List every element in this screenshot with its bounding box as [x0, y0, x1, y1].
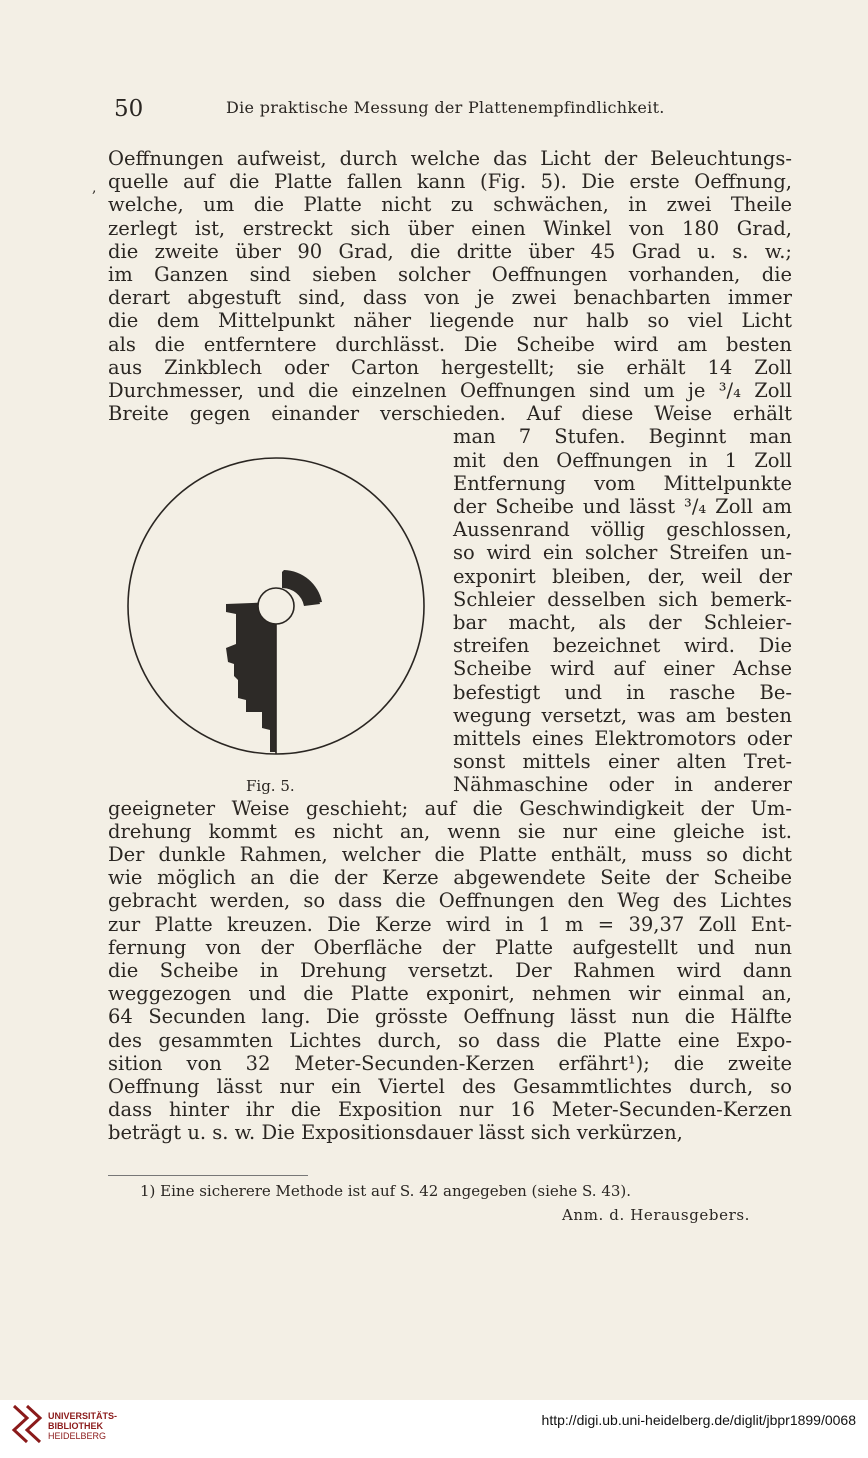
text-line: fernung von der Oberfläche der Platte aufgestellt und nun: [108, 935, 792, 959]
text-line: quelle auf die Platte fallen kann (Fig. 5). Die erste Oeffnung,: [108, 170, 792, 194]
text-line: im Ganzen sind sieben solcher Oeffnungen vorhanden, die: [108, 263, 792, 286]
text-line: gebracht werden, so dass die Oeffnungen den Weg des Lichtes: [108, 889, 792, 913]
figure-caption: Fig. 5.: [246, 777, 295, 795]
text-line: derart abgestuft sind, dass von je zwei benachbarten immer: [108, 286, 792, 310]
text-line: wegung versetzt, was am besten: [453, 703, 792, 727]
text-line: wie möglich an die der Kerze abgewendete Seite der Scheibe: [108, 866, 792, 890]
text-line: die Scheibe in Drehung versetzt. Der Rahmen wird dann: [108, 959, 792, 982]
viewer-footer: [0, 1400, 868, 1458]
center-hub: [258, 588, 294, 624]
text-line: die zweite über 90 Grad, die dritte über 45 Grad u. s. w.;: [108, 239, 792, 263]
text-line: Durchmesser, und die einzelnen Oeffnungen sind um je ³/₄ Zoll: [108, 379, 792, 402]
library-line-2: BIBLIOTHEK: [48, 1421, 103, 1431]
text-line: mit den Oeffnungen in 1 Zoll: [453, 448, 792, 472]
text-line: Der dunkle Rahmen, welcher die Platte enthält, muss so dicht: [108, 843, 792, 866]
running-title: Die praktische Messung der Plattenempfindlichkeit.: [226, 98, 665, 117]
text-line: die dem Mittelpunkt näher liegende nur halb so viel Licht: [108, 309, 792, 333]
text-line: 64 Secunden lang. Die grösste Oeffnung lässt nun die Hälfte: [108, 1005, 792, 1029]
text-line: zur Platte kreuzen. Die Kerze wird in 1 m = 39,37 Zoll Ent-: [108, 912, 792, 936]
text-line: man 7 Stufen. Beginnt man: [453, 425, 792, 449]
library-line-1: UNIVERSITÄTS-: [48, 1411, 118, 1421]
footnote-attribution: Anm. d. Herausgebers.: [562, 1206, 751, 1224]
text-line: Nähmaschine oder in anderer: [453, 773, 792, 797]
text-line: dass hinter ihr die Exposition nur 16 Meter-Secunden-Kerzen: [108, 1098, 792, 1122]
text-line: geeigneter Weise geschieht; auf die Geschwindigkeit der Um-: [108, 796, 792, 820]
footnote-rule: [108, 1175, 308, 1176]
library-name: [48, 1411, 117, 1441]
page-header: [108, 96, 798, 126]
stepped-openings: [226, 602, 276, 752]
text-line: so wird ein solcher Streifen un-: [453, 541, 792, 565]
figure-5-disc: [114, 454, 434, 770]
text-line: des gesammten Lichtes durch, so dass die Platte eine Expo-: [108, 1028, 792, 1052]
text-line: Scheibe wird auf einer Achse: [453, 657, 792, 681]
text-line: der Scheibe und lässt ³/₄ Zoll am: [453, 495, 792, 518]
text-line: mittels eines Elektromotors oder: [453, 727, 792, 750]
text-line: weggezogen und die Platte exponirt, nehmen wir einmal an,: [108, 982, 792, 1006]
library-line-3: HEIDELBERG: [48, 1431, 107, 1441]
disc-diagram: [114, 454, 434, 766]
source-url-link[interactable]: http://digi.ub.uni-heidelberg.de/diglit/jbpr1899/0068: [541, 1412, 856, 1428]
text-line: beträgt u. s. w. Die Expositionsdauer lässt sich verkürzen,: [108, 1121, 683, 1145]
text-line: als die entferntere durchlässt. Die Scheibe wird am besten: [108, 332, 792, 356]
text-line: Oeffnung lässt nur ein Viertel des Gesammtlichtes durch, so: [108, 1075, 792, 1098]
text-line: sonst mittels einer alten Tret-: [453, 750, 792, 774]
text-line: welche, um die Platte nicht zu schwächen, in zwei Theile: [108, 193, 792, 217]
page-number: 50: [114, 96, 144, 122]
text-line: befestigt und in rasche Be-: [453, 680, 792, 704]
text-line: sition von 32 Meter-Secunden-Kerzen erfährt¹); die zweite: [108, 1051, 792, 1075]
text-line: Oeffnungen aufweist, durch welche das Licht der Beleuchtungs-: [108, 147, 792, 170]
footnote-text: 1) Eine sicherere Methode ist auf S. 42 angegeben (siehe S. 43).: [140, 1182, 632, 1200]
text-line: zerlegt ist, erstreckt sich über einen Winkel von 180 Grad,: [108, 216, 792, 240]
text-line: bar macht, als der Schleier-: [453, 611, 792, 634]
text-line: Breite gegen einander verschieden. Auf diese Weise erhält: [108, 402, 792, 426]
text-line: Entfernung vom Mittelpunkte: [453, 471, 792, 495]
text-line: drehung kommt es nicht an, wenn sie nur eine gleiche ist.: [108, 819, 792, 843]
text-line: streifen bezeichnet wird. Die: [453, 634, 792, 658]
library-logo-icon: [10, 1404, 44, 1450]
text-line: exponirt bleiben, der, weil der: [453, 564, 792, 588]
text-line: Aussenrand völlig geschlossen,: [453, 518, 792, 542]
text-line: Schleier desselben sich bemerk-: [453, 587, 792, 611]
margin-mark: ,: [92, 180, 97, 196]
text-line: aus Zinkblech oder Carton hergestellt; sie erhält 14 Zoll: [108, 355, 792, 379]
